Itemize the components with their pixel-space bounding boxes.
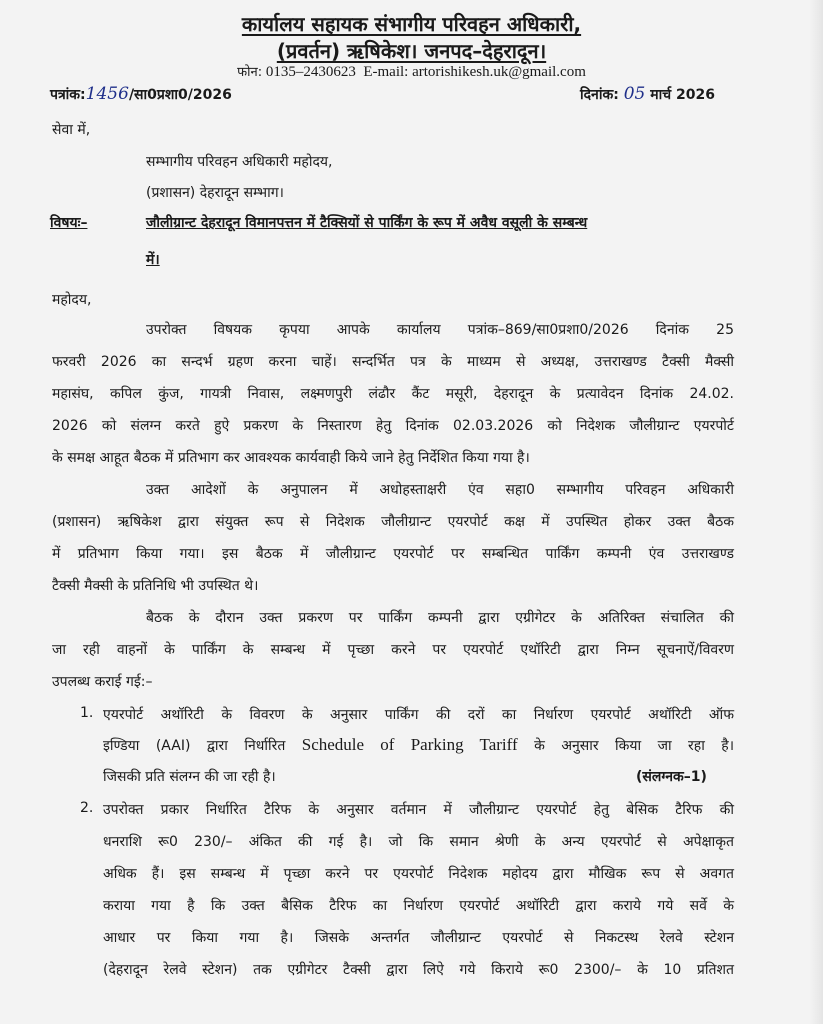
list-item-1-line-1: एयरपोर्ट अथॉरिटी के विवरण के अनुसार पार्किंग की दरों का निर्धारण एयरपोर्ट अथॉरिटी ऑफ <box>103 707 734 723</box>
paragraph-2-line-3: में प्रतिभाग किया गया। इस बैठक में जौलीग्रान्ट एयरपोर्ट पर सम्बन्धित पार्किंग कम्पनी एंव उत्तराखण्ड <box>52 546 734 562</box>
list-item-2-line-1: उपरोक्त प्रकार निर्धारित टैरिफ के अनुसार वर्तमान में जौलीग्रान्ट एयरपोर्ट हेतु बेसिक टैरिफ की <box>103 802 734 818</box>
list-item-1-line-2-pre: इण्डिया (AAI) द्वारा निर्धारित <box>103 738 286 754</box>
salutation-to: सेवा में, <box>52 122 91 138</box>
page-edge-shadow <box>809 0 823 1024</box>
annexure-1-label: (संलग्नक–1) <box>636 769 707 785</box>
list-item-2-line-3: अधिक हैं। इस सम्बन्ध में पृच्छा करने पर एयरपोर्ट निदेशक महोदय द्वारा मौखिक रूप से अवगत <box>103 866 734 882</box>
list-item-2-line-2: धनराशि रू0 230/– अंकित की गई है। जो कि समान श्रेणी के अन्य एयरपोर्ट से अपेक्षाकृत <box>103 834 734 850</box>
contact-line <box>0 62 823 81</box>
paragraph-3-line-2: जा रही वाहनों के पार्किंग के सम्बन्ध में पृच्छा करने पर एयरपोर्ट एथॉरिटी द्वारा निम्न सूचनाऐं/विवरण <box>52 642 734 658</box>
paragraph-1-line-4: 2026 को संलग्न करते हुऐ प्रकरण के निस्तारण हेतु दिनांक 02.03.2026 को निदेशक जौलीग्रान्ट एयरपोर्ट <box>52 418 734 434</box>
paragraph-1-line-2: फरवरी 2026 का सन्दर्भ ग्रहण करना चाहें। सन्दर्भित पत्र के माध्यम से अध्यक्ष, उत्तराखण्ड टैक्सी मैक्सी <box>52 354 734 370</box>
subject-label: विषयः– <box>50 215 88 231</box>
handwritten-date-day: 05 <box>623 84 646 104</box>
greeting: महोदय, <box>52 292 92 308</box>
list-item-1-line-3: जिसकी प्रति संलग्न की जा रही है। <box>103 769 276 785</box>
letter-reference <box>50 84 232 104</box>
date-month-year: मार्च 2026 <box>650 87 715 103</box>
email-address[interactable]: artorishikesh.uk@gmail.com <box>412 64 586 80</box>
paragraph-2-line-4: टैक्सी मैक्सी के प्रतिनिधि भी उपस्थित थे। <box>52 578 259 594</box>
letter-date <box>580 84 715 104</box>
addressee-line-1: सम्भागीय परिवहन अधिकारी महोदय, <box>146 154 333 170</box>
date-label: दिनांक: <box>580 87 619 103</box>
schedule-of-parking-tariff: Schedule of Parking Tariff <box>301 735 518 754</box>
office-location: (प्रवर्तन) ऋषिकेश। जनपद–देहरादून। <box>276 39 547 63</box>
email-label: E-mail: <box>363 64 409 80</box>
paragraph-1-line-1: उपरोक्त विषयक कृपया आपके कार्यालय पत्रांक–869/सा0प्रशा0/2026 दिनांक 25 <box>146 322 734 338</box>
list-item-2-line-6: (देहरादून रेलवे स्टेशन) तक एग्रीगेटर टैक्सी द्वारा लिऐ गये किराये रू0 2300/– के 10 प्रतिशत <box>103 962 734 978</box>
list-item-1-line-2 <box>103 735 734 755</box>
subject-line-1: जौलीग्रान्ट देहरादून विमानपत्तन में टैक्सियों से पार्किंग के रूप में अवैध वसूली के सम्बन्ध <box>146 215 588 231</box>
paragraph-3-line-1: बैठक के दौरान उक्त प्रकरण पर पार्किंग कम्पनी द्वारा एग्रीगेटर के अतिरिक्त संचालित की <box>146 610 734 626</box>
phone-label: फोन: <box>237 65 263 80</box>
subject-line-2: में। <box>146 252 160 268</box>
reference-label: पत्रांक: <box>50 87 86 103</box>
paragraph-1-line-3: महासंघ, कपिल कुंज, गायत्री निवास, लक्ष्मणपुरी लंढौर कैंट मसूरी, देहरादून के प्रत्यावेदन दिनांक 24.02. <box>52 386 734 402</box>
handwritten-reference-number: 1456 <box>85 84 129 104</box>
paragraph-2-line-2: (प्रशासन) ऋषिकेश द्वारा संयुक्त रूप से निदेशक जौलीग्रान्ट एयरपोर्ट कक्ष में उपस्थित होकर उक्त बैठक <box>52 514 734 530</box>
list-item-1-line-2-post: के अनुसार किया जा रहा है। <box>534 738 735 754</box>
list-item-2-line-4: कराया गया है कि उक्त बैसिक टैरिफ का निर्धारण एयरपोर्ट अथॉरिटी द्वारा कराये गये सर्वे के <box>103 898 734 914</box>
addressee-line-2: (प्रशासन) देहरादून सम्भाग। <box>146 185 284 201</box>
office-title: कार्यालय सहायक संभागीय परिवहन अधिकारी, <box>241 12 582 36</box>
list-item-2-number: 2. <box>80 800 94 816</box>
reference-suffix: /सा0प्रशा0/2026 <box>128 87 232 103</box>
phone-number: 0135–2430623 <box>265 64 356 80</box>
list-item-2-line-5: आधार पर किया गया है। जिसके अन्तर्गत जौलीग्रान्ट एयरपोर्ट से निकटस्थ रेलवे स्टेशन <box>103 930 734 946</box>
list-item-1-number: 1. <box>80 705 94 721</box>
paragraph-2-line-1: उक्त आदेशों के अनुपालन में अधोहस्ताक्षरी एंव सहा0 सम्भागीय परिवहन अधिकारी <box>146 482 734 498</box>
paragraph-3-line-3: उपलब्ध कराई गई:– <box>52 674 153 690</box>
paragraph-1-line-5: के समक्ष आहूत बैठक में प्रतिभाग कर आवश्यक कार्यवाही किये जाने हेतु निर्देशित किया गया है। <box>52 450 530 466</box>
